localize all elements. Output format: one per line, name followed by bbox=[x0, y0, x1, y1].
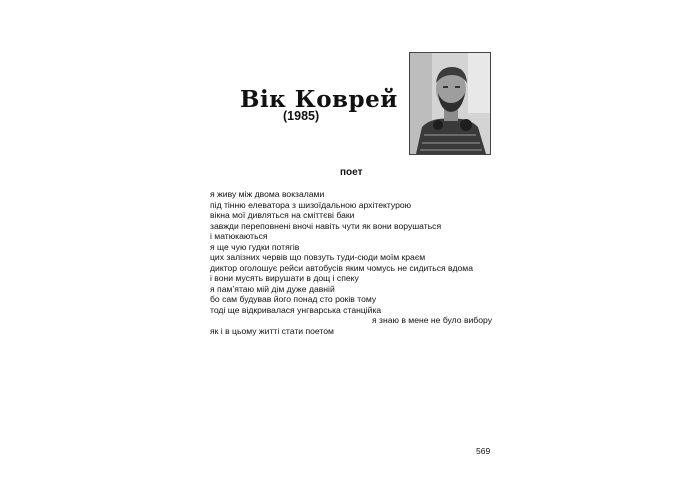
poem-line: як і в цьому житті стати поетом bbox=[210, 325, 334, 336]
poem-line: і вони мусять вирушати в дощ і спеку bbox=[210, 273, 359, 283]
poem-line: я живу між двома вокзалами bbox=[210, 189, 325, 199]
poem-line: я знаю в мене не було вибору bbox=[372, 315, 492, 325]
poem-line: під тінню елеватора з шизоїдальною архітектурою bbox=[210, 199, 412, 210]
page-number: 569 bbox=[476, 446, 491, 456]
poem-line: цих залізних червів що повзуть туди-сюди моїм краєм bbox=[210, 252, 426, 262]
poem-line: завжди переповнені вночі навіть чути як вони ворушаться bbox=[210, 220, 442, 231]
author-photo bbox=[409, 52, 491, 155]
poem-line: і матюкаються bbox=[210, 231, 268, 241]
poem-line: я ще чую гудки потягів bbox=[210, 241, 300, 252]
poem-line: я пам’ятаю мій дім дуже давній bbox=[210, 283, 335, 294]
poem-line: тоді ще відкривалася унгварська станційка bbox=[210, 304, 382, 315]
author-name: Вік Коврей bbox=[240, 86, 398, 113]
poem-line: бо сам будував його понад сто років тому bbox=[210, 294, 377, 304]
poem-line: диктор оголошує рейси автобусів яким чомусь не сидиться вдома bbox=[210, 262, 473, 273]
poem-body bbox=[210, 189, 492, 336]
author-years: (1985) bbox=[283, 109, 320, 123]
poem-line: вікна мої дивляться на сміттєві баки bbox=[210, 210, 355, 220]
poem-title: поет bbox=[340, 167, 363, 178]
